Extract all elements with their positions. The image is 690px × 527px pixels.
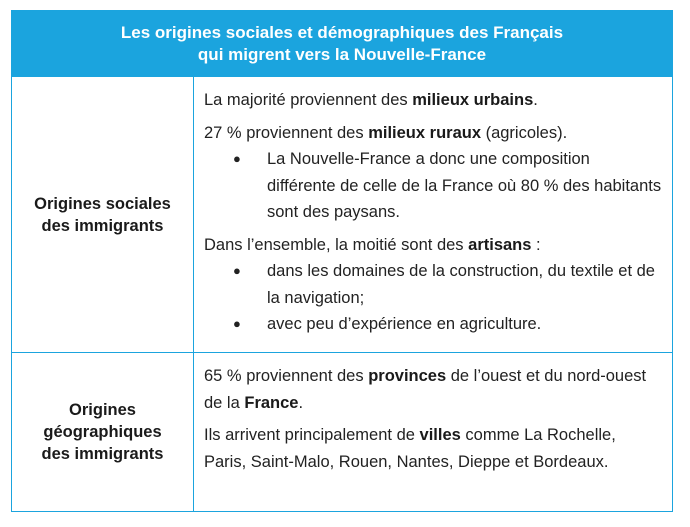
paragraph-urban [204,87,662,114]
row-content-social-origins [194,77,672,352]
table-row-geographic-origins [12,352,672,511]
bold-term: villes [419,426,461,444]
table-row-social-origins [12,77,672,352]
table-title-line1: Les origines sociales et démographiques des Français [120,23,564,42]
bold-term: milieux urbains [412,91,534,109]
list-item [204,311,662,338]
paragraph-provinces [204,363,662,416]
row-label-geographic-origins [12,353,194,511]
text-fragment: . [533,91,538,109]
bold-term: provinces [368,367,447,385]
text-fragment: Dans l’ensemble, la moitié sont des [204,235,469,254]
list-item [204,146,662,226]
paragraph-rural [204,120,662,147]
text-fragment: de l’ouest et du nord-ouest de la [204,367,647,412]
bullet-icon: ● [233,316,241,331]
text-fragment: Ils arrivent principalement de [204,426,420,444]
bullet-list-artisans [204,258,662,338]
bullet-icon: ● [233,263,241,278]
row-content-geographic-origins [194,353,672,511]
paragraph-artisans [204,232,662,259]
text-fragment: La majorité proviennent des [204,91,413,109]
text-fragment: : [531,235,541,254]
row-label-line: Origines sociales [34,194,171,213]
list-item-text: dans les domaines de la construction, du textile et de la navigation; [267,262,655,307]
row-label-line: des immigrants [41,445,164,463]
text-fragment: 65 % proviennent des [204,367,369,385]
bullet-list-rural [204,146,662,226]
paragraph-cities [204,422,662,475]
origins-table [11,10,673,512]
bold-term: milieux ruraux [368,123,481,142]
row-label-line: géographiques [43,423,162,441]
text-fragment: comme La Rochelle, Paris, Saint-Malo, Rouen, Nantes, Dieppe et Bordeaux. [204,426,616,471]
text-fragment: 27 % proviennent des [204,123,369,142]
table-header [12,11,672,77]
list-item-text: La Nouvelle-France a donc une composition différente de celle de la France où 80 % des habitants sont des paysans. [267,150,662,221]
list-item [204,258,662,311]
list-item-text: avec peu d’expérience en agriculture. [267,315,542,333]
row-label-line: Origines [69,401,136,419]
row-label-social-origins [12,77,194,352]
bold-term: artisans [468,235,532,254]
text-fragment: (agricoles). [481,123,568,142]
bullet-icon: ● [233,151,241,166]
text-fragment: . [298,393,304,412]
table-title-line2: qui migrent vers la Nouvelle-France [197,45,487,64]
row-label-line: des immigrants [41,216,164,235]
bold-term: France [244,393,299,412]
